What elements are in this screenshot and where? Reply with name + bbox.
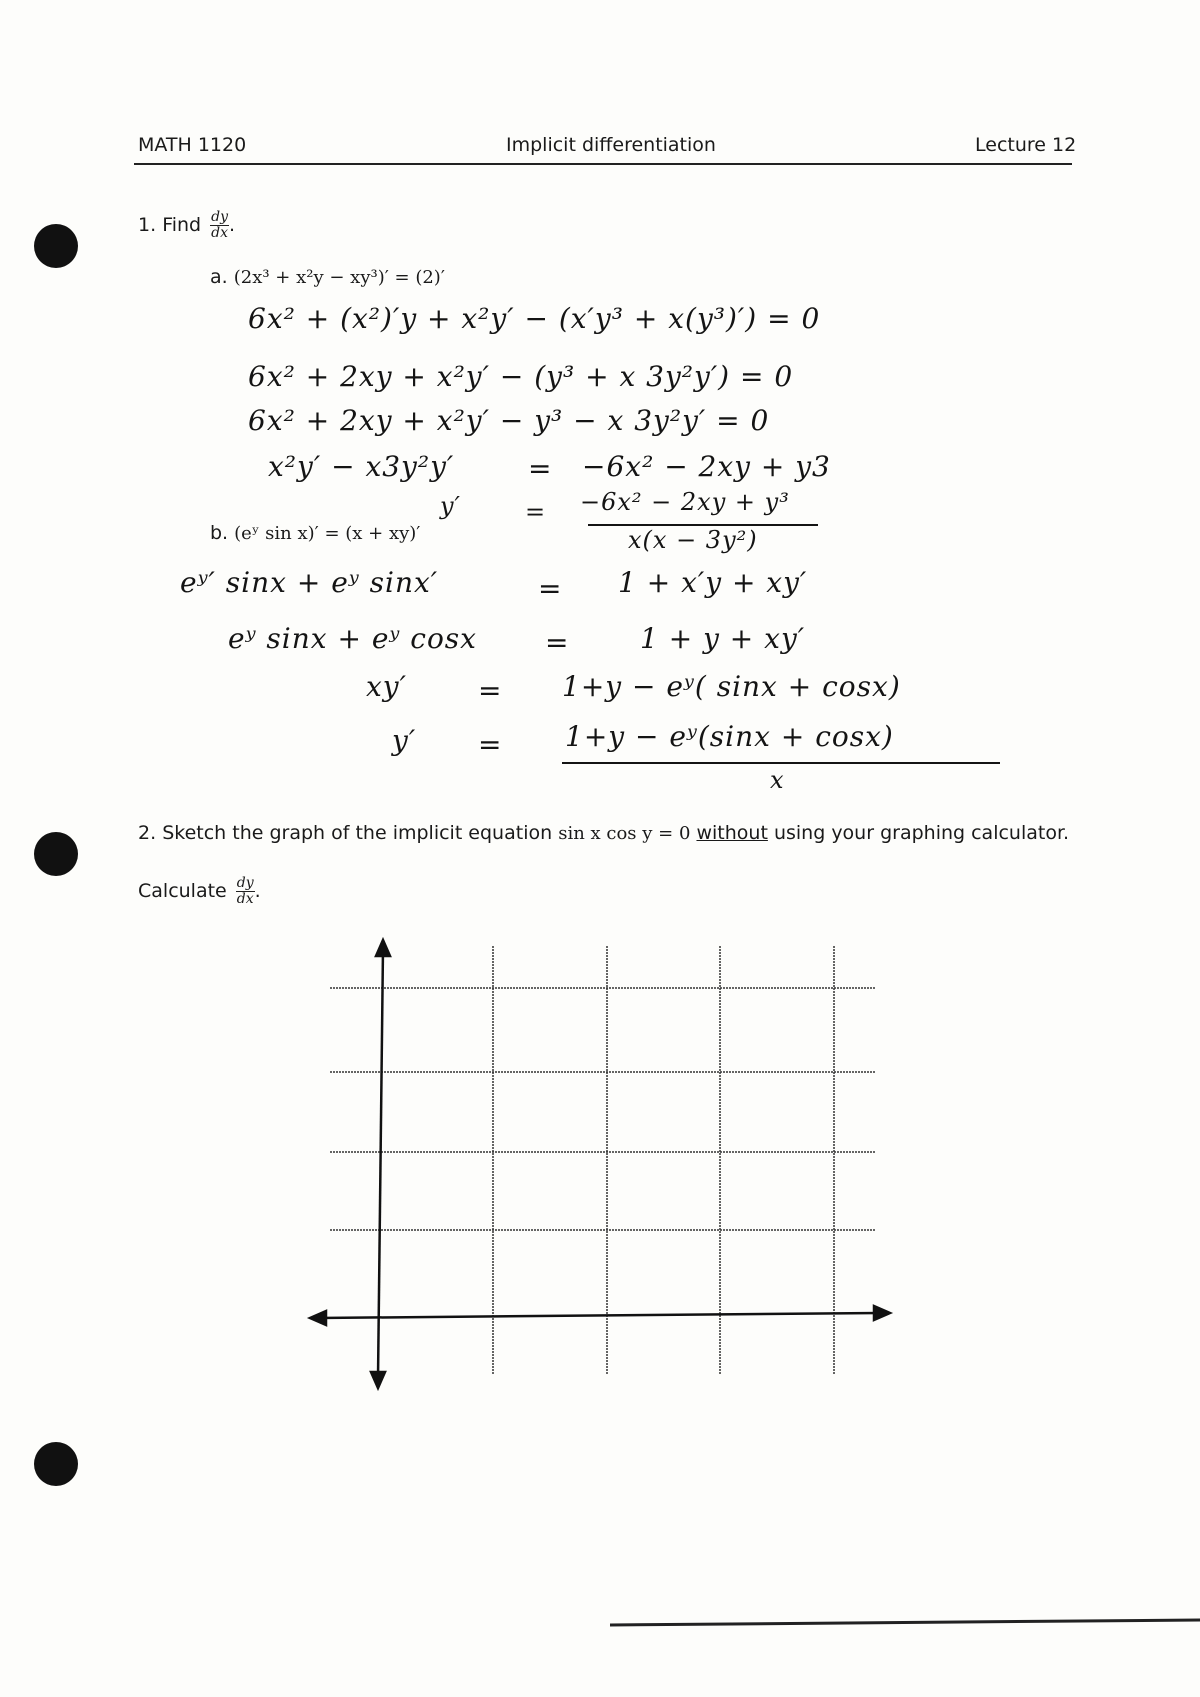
part-a-label: a. bbox=[210, 266, 228, 288]
question-2-number: 2. bbox=[138, 822, 157, 844]
page-title: Implicit differentiation bbox=[506, 134, 716, 156]
handwritten-step-b4-lhs: y′ bbox=[392, 724, 417, 757]
x-axis-left-arrow bbox=[310, 1311, 326, 1325]
question-2-text: Sketch the graph of the implicit equation bbox=[162, 822, 553, 844]
calculate-label: Calculate bbox=[138, 880, 227, 902]
handwritten-step-a3: 6x² + 2xy + x²y′ − y³ − x 3y²y′ = 0 bbox=[248, 404, 770, 437]
course-code: MATH 1120 bbox=[138, 134, 247, 156]
handwritten-step-b3-eq: = bbox=[478, 674, 503, 707]
lecture-number: Lecture 12 bbox=[975, 134, 1077, 156]
handwritten-step-b4-numerator: 1+y − eʸ(sinx + cosx) bbox=[565, 720, 894, 753]
handwritten-step-a4-eq: = bbox=[528, 452, 553, 485]
handwritten-step-b1-lhs: eʸ′ sinx + eʸ sinx′ bbox=[180, 566, 439, 599]
scan-edge-bottom bbox=[610, 1620, 1200, 1625]
fraction-denominator-2: dx bbox=[236, 891, 254, 907]
handwritten-step-a5-eq: = bbox=[525, 498, 547, 526]
handwritten-step-b2-eq: = bbox=[545, 626, 570, 659]
calculate-period: . bbox=[254, 880, 261, 902]
x-axis bbox=[318, 1313, 880, 1318]
handwritten-step-b4-eq: = bbox=[478, 728, 503, 761]
y-axis-up-arrow bbox=[376, 940, 390, 956]
part-a-expression: (2x³ + x²y − xy³)′ = (2)′ bbox=[233, 267, 445, 288]
handwritten-step-a4-rhs: −6x² − 2xy + y3 bbox=[582, 450, 831, 483]
handwritten-step-a5-denominator: x(x − 3y²) bbox=[628, 526, 758, 554]
question-2-equation: sin x cos y = 0 bbox=[558, 823, 691, 844]
handwritten-step-b2-lhs: eʸ sinx + eʸ cosx bbox=[228, 622, 477, 655]
handwritten-step-a2: 6x² + 2xy + x²y′ − (y³ + x 3y²y′) = 0 bbox=[248, 360, 794, 393]
question-1-prompt: Find bbox=[162, 214, 202, 236]
part-b-expression: (eʸ sin x)′ = (x + xy)′ bbox=[234, 523, 421, 544]
y-axis-down-arrow bbox=[371, 1372, 385, 1388]
question-1-number: 1. bbox=[138, 214, 157, 236]
fraction-numerator: dy bbox=[211, 209, 229, 225]
fraction-numerator-2: dy bbox=[236, 875, 254, 891]
part-b-label: b. bbox=[210, 522, 229, 544]
fraction-denominator: dx bbox=[211, 225, 229, 241]
handwritten-step-b3-lhs: xy′ bbox=[366, 670, 407, 703]
handwritten-step-b2-rhs: 1 + y + xy′ bbox=[640, 622, 806, 655]
question-1: 1. Find $\frac{dy}{dx}$ . bbox=[138, 209, 236, 241]
handwritten-step-b4-denominator: x bbox=[770, 766, 785, 794]
question-2-emphasis: without bbox=[696, 822, 768, 844]
handwritten-step-a4-lhs: x²y′ − x3y²y′ bbox=[268, 450, 455, 483]
y-axis bbox=[378, 948, 383, 1378]
handwritten-step-a1: 6x² + (x²)′y + x²y′ − (x′y³ + x(y³)′) = 0 bbox=[248, 302, 821, 335]
handwritten-step-b1-eq: = bbox=[538, 572, 563, 605]
question-2-text-after: using your graphing calculator. bbox=[773, 822, 1070, 844]
handwritten-step-a5-lhs: y′ bbox=[440, 492, 462, 520]
handwritten-step-a5-numerator: −6x² − 2xy + y³ bbox=[580, 488, 790, 516]
x-axis-right-arrow bbox=[874, 1306, 890, 1320]
handwritten-step-b1-rhs: 1 + x′y + xy′ bbox=[618, 566, 808, 599]
handwritten-step-b3-rhs: 1+y − eʸ( sinx + cosx) bbox=[562, 670, 901, 703]
